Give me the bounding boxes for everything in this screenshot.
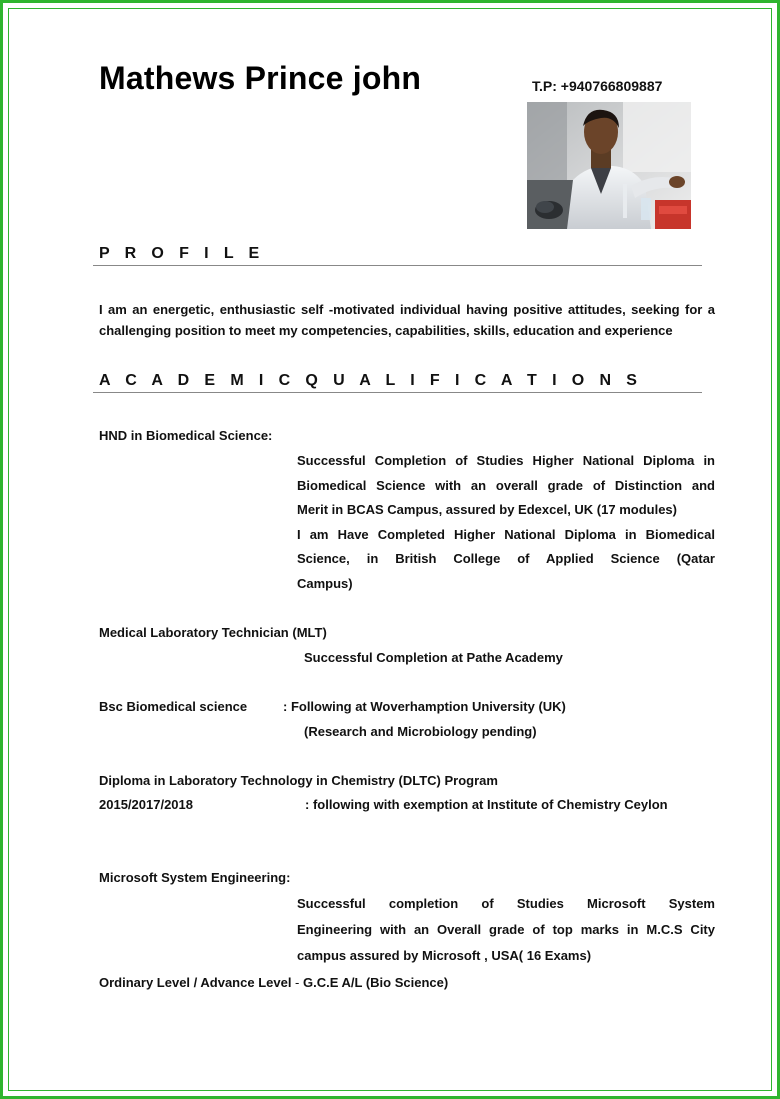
microsoft-details (297, 891, 715, 969)
hnd-line: Campus) (297, 575, 353, 591)
hnd-details (297, 449, 715, 596)
ol-al-row (99, 973, 448, 993)
mlt-detail: Successful Completion at Pathe Academy (304, 650, 563, 665)
hnd-title: HND in Biomedical Science: (99, 428, 273, 443)
ol-al-dash: - (291, 975, 303, 990)
hnd-line: I am Have Completed Higher National Diploma in Biomedical (297, 526, 715, 542)
hnd-line: Successful Completion of Studies Higher National Diploma in (297, 453, 715, 468)
dltc-title: Diploma in Laboratory Technology in Chemistry (DLTC) Program (99, 773, 498, 788)
dltc-years: 2015/2017/2018 (99, 797, 193, 812)
dltc-detail: : following with exemption at Institute of Chemistry Ceylon (305, 797, 668, 812)
profile-text: I am an energetic, enthusiastic self -motivated individual having positive attitudes, seeking for a challenging position to meet my competencies, capabilities, skills, education and experience (99, 302, 715, 338)
photo-illustration (527, 102, 691, 229)
ol-al-label: Ordinary Level / Advance Level (99, 975, 292, 990)
microsoft-title: Microsoft System Engineering: (99, 870, 291, 885)
academic-heading: A C A D E M I C Q U A L I F I C A T I O N S (99, 372, 643, 389)
ol-al-value: G.C.E A/L (Bio Science) (303, 975, 449, 990)
profile-photo (527, 102, 691, 229)
candidate-name: Mathews Prince john (99, 60, 422, 96)
phone-number: T.P: +940766809887 (532, 78, 663, 94)
bsc-title: Bsc Biomedical science (99, 699, 248, 714)
mlt-title: Medical Laboratory Technician (MLT) (99, 625, 327, 640)
profile-divider (93, 265, 702, 266)
microsoft-line: Engineering with an Overall grade of top marks in M.C.S City (297, 922, 715, 937)
hnd-line: Merit in BCAS Campus, assured by Edexcel, UK (17 modules) (297, 502, 677, 517)
profile-heading: P R O F I L E (99, 245, 265, 262)
microsoft-line: campus assured by Microsoft , USA( 16 Exams) (297, 948, 592, 963)
academic-divider (93, 392, 702, 393)
bsc-detail: : Following at Woverhamption University (UK) (283, 699, 566, 714)
hnd-line: Biomedical Science with an overall grade of Distinction and (297, 477, 715, 493)
microsoft-line: Successful completion of Studies Microsoft System (297, 896, 715, 911)
hnd-line: Science, in British College of Applied Science (Qatar (297, 551, 715, 566)
bsc-sub: (Research and Microbiology pending) (304, 724, 537, 739)
